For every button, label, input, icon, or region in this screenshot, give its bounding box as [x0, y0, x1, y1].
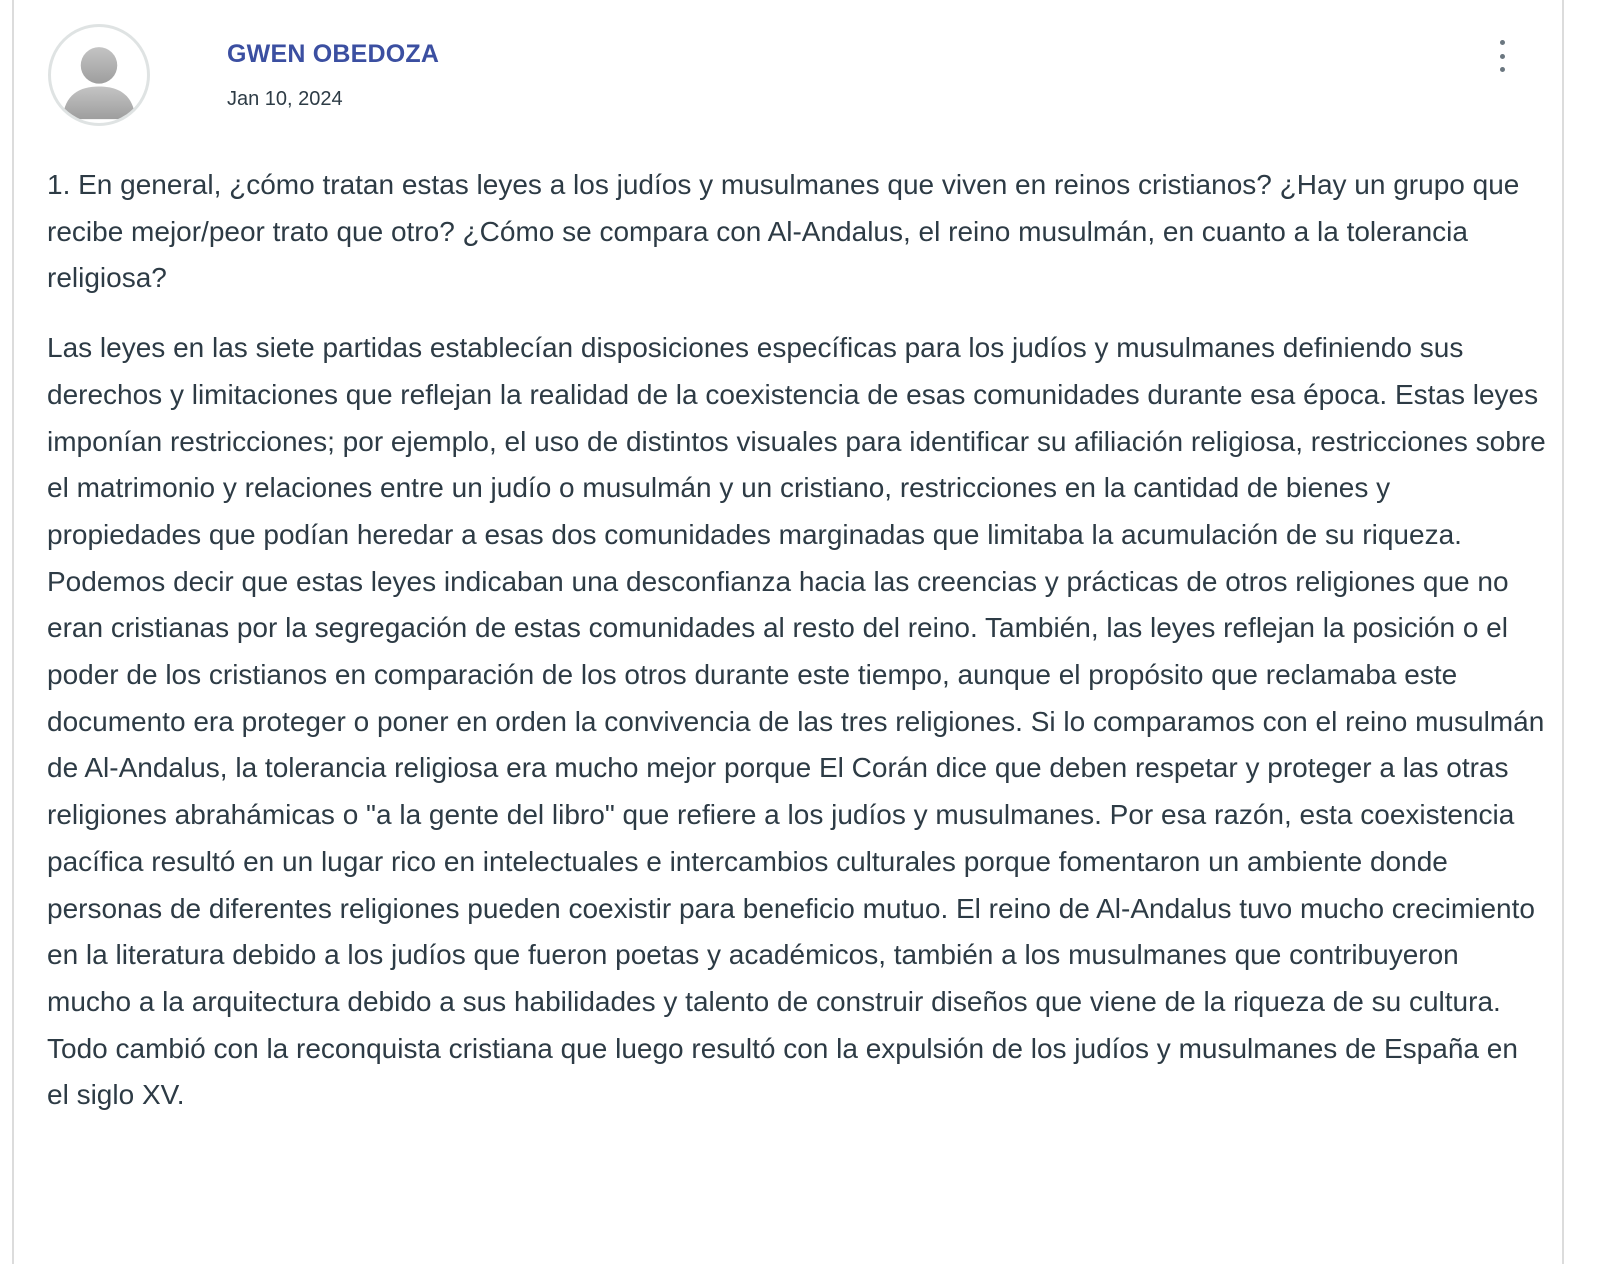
post-body	[47, 162, 1547, 1119]
default-user-avatar-icon	[51, 27, 147, 123]
author-name-link[interactable]: GWEN OBEDOZA	[227, 40, 440, 68]
post-date: Jan 10, 2024	[227, 88, 343, 110]
post-question: 1. En general, ¿cómo tratan estas leyes a los judíos y musulmanes que viven en reinos cristianos? ¿Hay un grupo que recibe mejor/peor trato que otro? ¿Cómo se compara con Al-Andalus, el reino musulmán, en cuanto a la tolerancia religiosa?	[47, 169, 1520, 294]
discussion-post	[12, 0, 1564, 1264]
post-options-button[interactable]	[1488, 36, 1516, 76]
avatar[interactable]	[48, 24, 150, 126]
post-answer: Las leyes en las siete partidas establecían disposiciones específicas para los judíos y musulmanes definiendo sus derechos y limitaciones que reflejan la realidad de la coexistencia de esas comunidades durante esa época. Estas leyes imponían restricciones; por ejemplo, el uso de distintos visuales para identificar su afiliación religiosa, restricciones sobre el matrimonio y relaciones entre un judío o musulmán y un cristiano, restricciones en la cantidad de bienes y propiedades que podían heredar a esas dos comunidades marginadas que limitaba la acumulación de su riqueza. Podemos decir que estas leyes indicaban una desconfianza hacia las creencias y prácticas de otros religiones que no eran cristianas por la segregación de estas comunidades al resto del reino. También, las leyes reflejan la posición o el poder de los cristianos en comparación de los otros durante este tiempo, aunque el propósito que reclamaba este documento era proteger o poner en orden la convivencia de las tres religiones. Si lo comparamos con el reino musulmán de Al-Andalus, la tolerancia religiosa era mucho mejor porque El Corán dice que deben respetar y proteger a las otras religiones abrahámicas o "a la gente del libro" que refiere a los judíos y musulmanes. Por esa razón, esta coexistencia pacífica resultó en un lugar rico en intelectuales e intercambios culturales porque fomentaron un ambiente donde personas de diferentes religiones pueden coexistir para beneficio mutuo. El reino de Al-Andalus tuvo mucho crecimiento en la literatura debido a los judíos que fueron poetas y académicos, también a los musulmanes que contribuyeron mucho a la arquitectura debido a sus habilidades y talento de construir diseños que viene de la riqueza de su cultura. Todo cambió con la reconquista cristiana que luego resultó con la expulsión de los judíos y musulmanes de España en el siglo XV.	[47, 332, 1546, 1111]
vertical-ellipsis-icon	[1500, 40, 1505, 45]
